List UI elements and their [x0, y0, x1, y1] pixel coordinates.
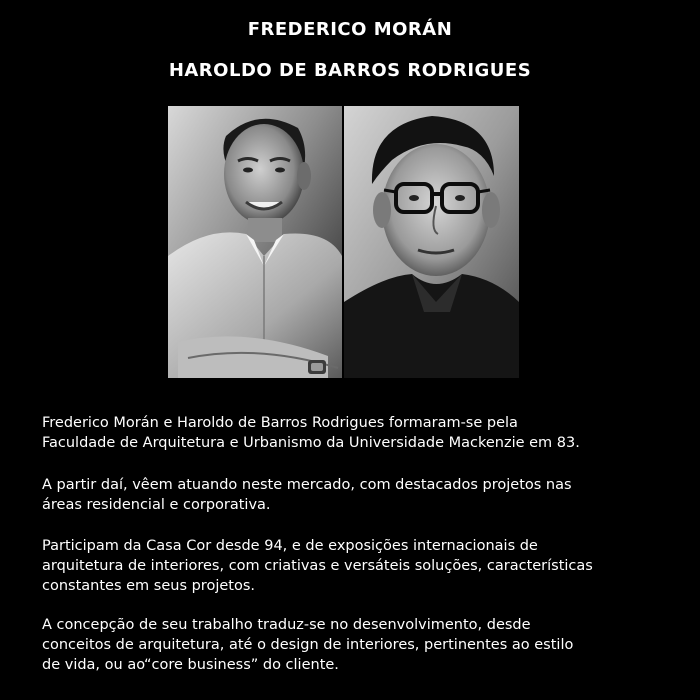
- bio-line: conceitos de arquitetura, até o design de interiores, pertinentes ao estilo: [42, 637, 574, 653]
- bio-paragraph-1: [42, 413, 682, 453]
- portrait-photo-right: [344, 106, 519, 378]
- bio-line: constantes em seus projetos.: [42, 578, 255, 594]
- page-title-name-1: FREDERICO MORÁN: [247, 19, 453, 40]
- bio-line: Frederico Morán e Haroldo de Barros Rodrigues formaram-se pela: [42, 415, 518, 431]
- bio-line: A partir daí, vêem atuando neste mercado, com destacados projetos nas: [42, 477, 572, 493]
- bio-line: Faculdade de Arquitetura e Urbanismo da Universidade Mackenzie em 83.: [42, 435, 580, 451]
- portrait-photo-icon: [344, 106, 519, 378]
- portrait-photo-left: [168, 106, 342, 378]
- bio-paragraph-4: [42, 615, 682, 675]
- bio-line: Participam da Casa Cor desde 94, e de exposições internacionais de: [42, 538, 538, 554]
- bio-line: áreas residencial e corporativa.: [42, 497, 271, 513]
- bio-line: de vida, ou ao“core business” do cliente.: [42, 657, 339, 673]
- portrait-photo-icon: [168, 106, 342, 378]
- bio-line: arquitetura de interiores, com criativas e versáteis soluções, características: [42, 558, 593, 574]
- bio-paragraph-2: [42, 475, 682, 515]
- page-title-name-2: HAROLDO DE BARROS RODRIGUES: [168, 60, 532, 81]
- bio-paragraph-3: [42, 536, 682, 596]
- bio-line: A concepção de seu trabalho traduz-se no desenvolvimento, desde: [42, 617, 531, 633]
